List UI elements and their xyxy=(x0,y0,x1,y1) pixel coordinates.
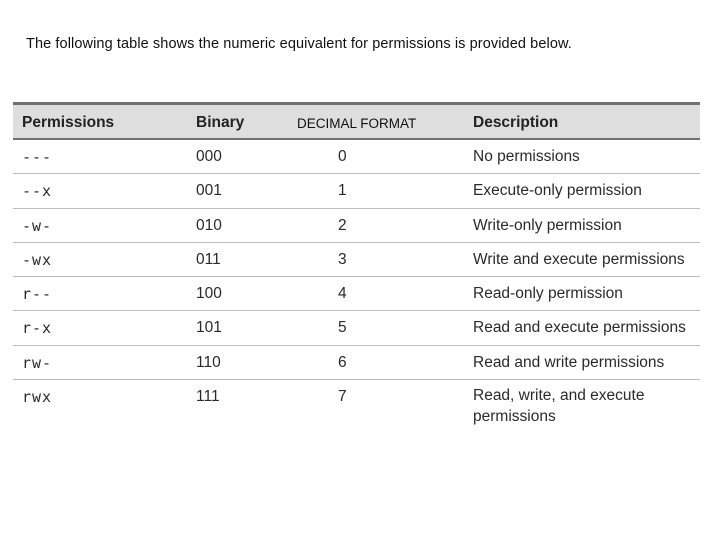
description-cell: Read and write permissions xyxy=(473,353,665,371)
header-decimal-format: DECIMAL FORMAT xyxy=(297,116,417,131)
decimal-cell: 4 xyxy=(338,285,347,303)
description-cell: Write and execute permissions xyxy=(473,250,685,268)
table-row xyxy=(13,243,700,277)
decimal-cell: 2 xyxy=(338,216,347,234)
binary-cell: 000 xyxy=(196,148,222,165)
table-header-row xyxy=(13,102,700,140)
table-row xyxy=(13,209,700,243)
table-row xyxy=(13,140,700,174)
table-row xyxy=(13,346,700,380)
permissions-cell: -wx xyxy=(22,250,53,269)
binary-cell: 110 xyxy=(196,353,221,371)
header-description: Description xyxy=(473,114,559,131)
permissions-cell: --x xyxy=(22,182,53,201)
table-row xyxy=(13,380,700,442)
binary-cell: 101 xyxy=(196,319,222,337)
table-row xyxy=(13,311,700,345)
permissions-cell: r-- xyxy=(22,285,53,304)
binary-cell: 001 xyxy=(196,182,222,200)
header-binary: Binary xyxy=(196,114,245,131)
description-cell: Read, write, and execute permissions xyxy=(473,387,645,426)
permissions-cell: -w- xyxy=(22,216,53,235)
binary-cell: 011 xyxy=(196,250,221,268)
decimal-cell: 6 xyxy=(338,353,347,371)
description-cell: No permissions xyxy=(473,148,580,165)
table-row xyxy=(13,277,700,311)
header-permissions: Permissions xyxy=(22,114,115,131)
decimal-cell: 0 xyxy=(338,148,347,165)
description-cell: Write-only permission xyxy=(473,216,622,234)
description-cell: Read-only permission xyxy=(473,285,623,303)
binary-cell: 010 xyxy=(196,216,222,234)
decimal-cell: 7 xyxy=(338,388,347,406)
binary-cell: 100 xyxy=(196,285,222,303)
description-cell: Read and execute permissions xyxy=(473,319,686,337)
permissions-table xyxy=(13,102,700,442)
permissions-cell: rw- xyxy=(22,353,53,372)
permissions-cell: r-x xyxy=(22,319,53,338)
decimal-cell: 3 xyxy=(338,250,347,268)
binary-cell: 111 xyxy=(196,388,220,406)
table-row xyxy=(13,174,700,208)
decimal-cell: 1 xyxy=(338,182,347,200)
description-cell: Execute-only permission xyxy=(473,182,642,200)
permissions-cell: --- xyxy=(22,148,53,166)
intro-text: The following table shows the numeric equivalent for permissions is provided below. xyxy=(26,36,572,52)
decimal-cell: 5 xyxy=(338,319,347,337)
permissions-cell: rwx xyxy=(22,388,53,407)
